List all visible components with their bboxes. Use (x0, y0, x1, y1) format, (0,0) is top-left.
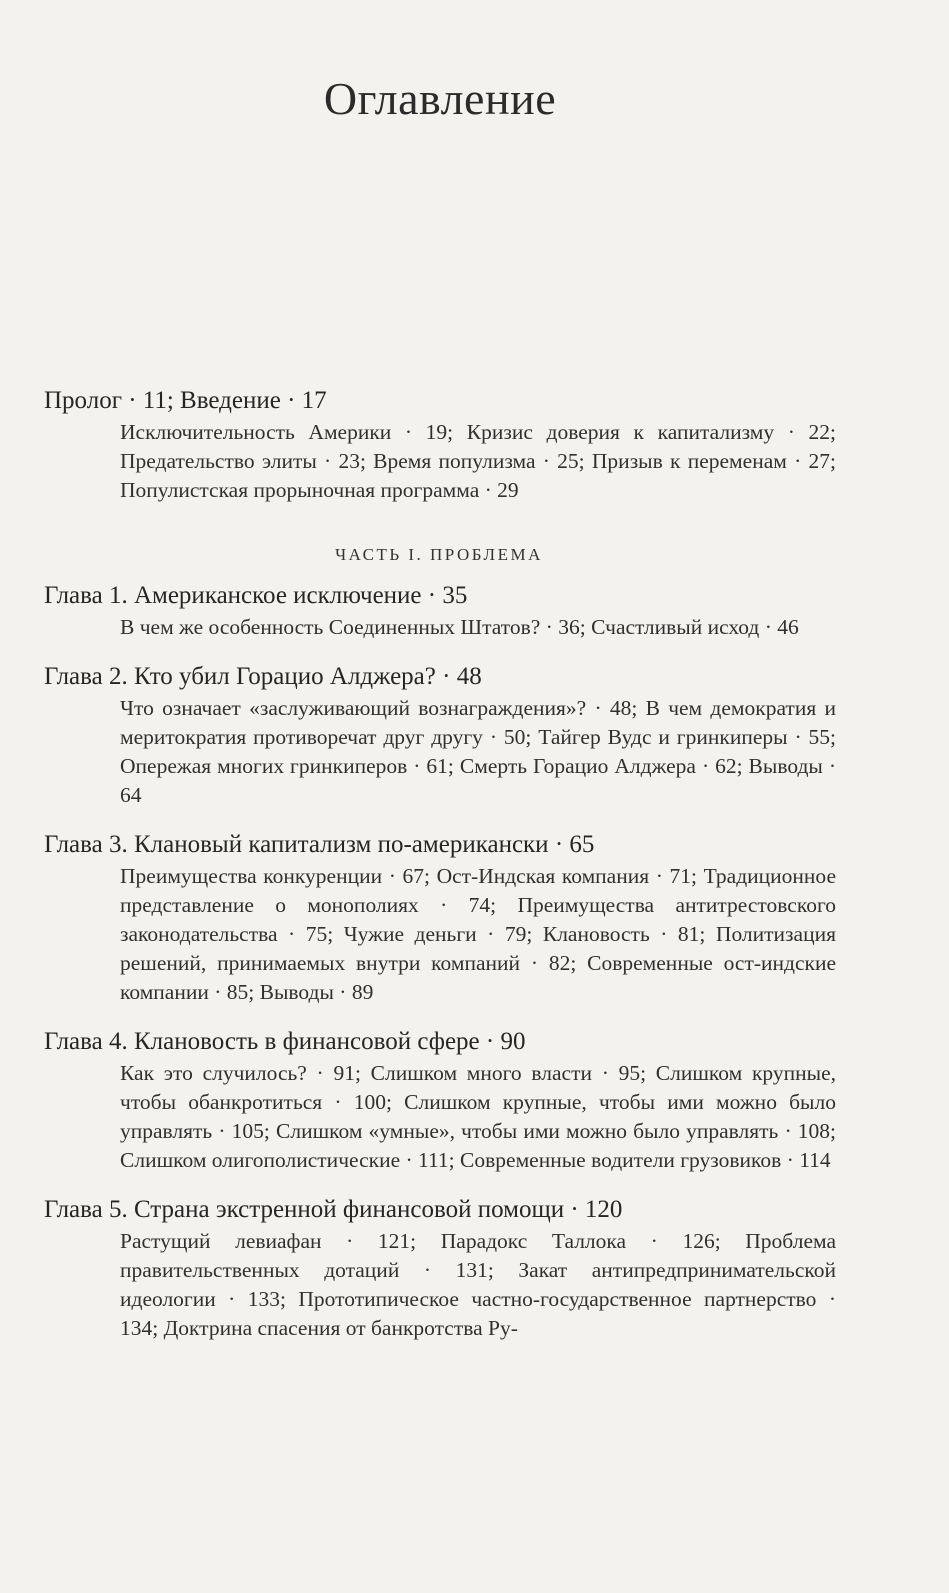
toc-heading: Глава 4. Клановость в финансовой сфере · 90 (44, 1028, 526, 1055)
toc-sections: Растущий левиафан · 121; Парадокс Таллока · 126; Проблема правительственных дотаций · 131; Закат антипредпринимательской идеологии · 133; Прототипическое частно-государственное партнерство · 134; Доктрина спасения от банкротства Ру- (120, 1229, 836, 1340)
toc-entry-prolog (44, 384, 844, 505)
toc-heading: Глава 3. Клановый капитализм по-американски · 65 (44, 831, 595, 858)
part-heading: ЧАСТЬ I. ПРОБЛЕМА (335, 545, 543, 564)
toc-entry-chapter-1 (44, 579, 844, 642)
toc-entry-chapter-5 (44, 1193, 844, 1343)
toc-entry-chapter-4 (44, 1025, 844, 1175)
toc-heading: Глава 2. Кто убил Горацио Алджера? · 48 (44, 663, 482, 690)
toc-entry-chapter-3 (44, 828, 844, 1007)
toc-sections: В чем же особенность Соединенных Штатов? · 36; Счастливый исход · 46 (120, 615, 799, 639)
toc-sections: Преимущества конкуренции · 67; Ост-Индская компания · 71; Традиционное представление о монополиях · 74; Преимущества антитрестовского законодательства · 75; Чужие деньги · 79; Клановость · 81; Политизация решений, принимаемых внутри компаний · 82; Современные ост-индские компании · 85; Выводы · 89 (120, 864, 836, 1004)
toc-heading: Глава 5. Страна экстренной финансовой помощи · 120 (44, 1196, 623, 1223)
toc-heading: Пролог · 11; Введение · 17 (44, 387, 327, 414)
toc-sections: Как это случилось? · 91; Слишком много власти · 95; Слишком крупные, чтобы обанкротиться · 100; Слишком крупные, чтобы ими можно было управлять · 105; Слишком «умные», чтобы ими можно было управлять · 108; Слишком олигополистические · 111; Современные водители грузовиков · 114 (120, 1061, 836, 1172)
toc-entry-chapter-2 (44, 660, 844, 810)
table-of-contents (44, 384, 844, 1343)
toc-heading: Глава 1. Американское исключение · 35 (44, 582, 468, 609)
toc-sections: Что означает «заслуживающий вознаграждения»? · 48; В чем демократия и меритократия противоречат друг другу · 50; Тайгер Вудс и гринкиперы · 55; Опережая многих гринкиперов · 61; Смерть Горацио Алджера · 62; Выводы · 64 (120, 696, 836, 807)
page-title: Оглавление (323, 73, 557, 124)
toc-sections: Исключительность Америки · 19; Кризис доверия к капитализму · 22; Предательство элиты · 23; Время популизма · 25; Призыв к переменам · 27; Популистская прорыночная программа · 29 (120, 420, 836, 502)
